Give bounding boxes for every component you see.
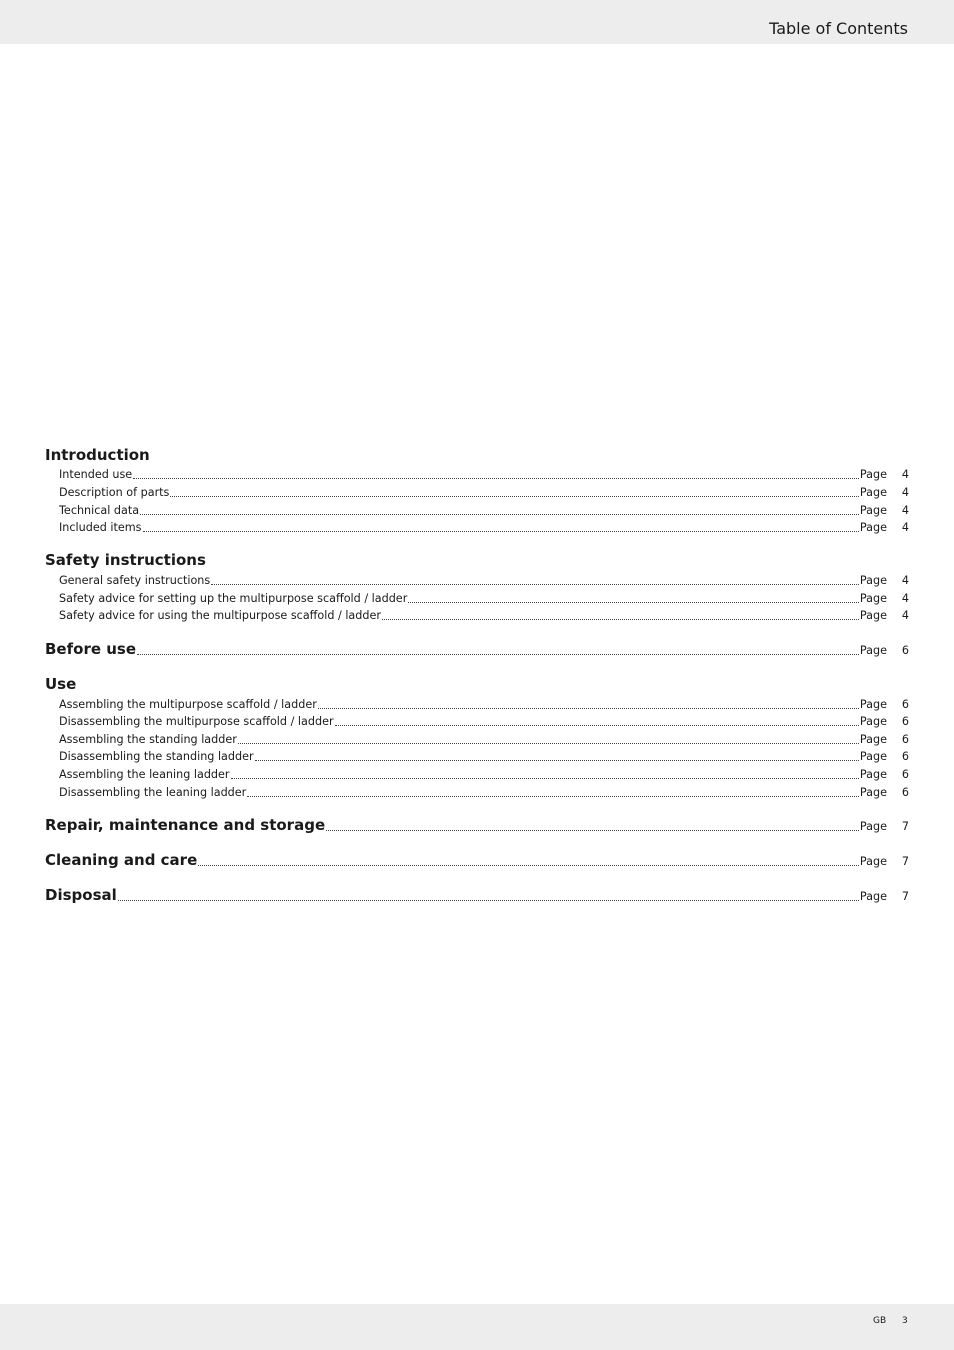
dot-leader bbox=[255, 760, 859, 761]
toc-entry-disposal[interactable] bbox=[45, 886, 909, 904]
entry-label: Included items bbox=[59, 521, 142, 534]
page-number: 4 bbox=[901, 486, 909, 499]
dot-leader bbox=[231, 778, 859, 779]
page-number: 7 bbox=[901, 890, 909, 903]
toc-entry-safety-setting-up[interactable] bbox=[45, 590, 909, 606]
page-label: Page bbox=[859, 820, 887, 833]
dot-leader bbox=[137, 654, 859, 655]
page-label: Page bbox=[859, 592, 887, 605]
toc-entry-disassembling-standing[interactable] bbox=[45, 748, 909, 764]
dot-leader bbox=[326, 830, 859, 831]
page-label: Page bbox=[859, 698, 887, 711]
page-number: 6 bbox=[901, 786, 909, 799]
page-label: Page bbox=[859, 768, 887, 781]
toc-entry-cleaning-and-care[interactable] bbox=[45, 851, 909, 869]
page-number: 6 bbox=[901, 733, 909, 746]
page-label: Page bbox=[859, 890, 887, 903]
page-number: 4 bbox=[901, 468, 909, 481]
entry-label: Cleaning and care bbox=[45, 851, 198, 869]
dot-leader bbox=[382, 619, 859, 620]
toc-entry-general-safety[interactable] bbox=[45, 572, 909, 588]
entry-label: Assembling the leaning ladder bbox=[59, 768, 230, 781]
page-number: 4 bbox=[901, 574, 909, 587]
entry-label: Disassembling the leaning ladder bbox=[59, 786, 247, 799]
page-number: 6 bbox=[901, 768, 909, 781]
entry-label: Disassembling the standing ladder bbox=[59, 750, 254, 763]
entry-label: General safety instructions bbox=[59, 574, 211, 587]
section-title-use: Use bbox=[45, 675, 77, 693]
dot-leader bbox=[211, 584, 859, 585]
toc-entry-assembling-scaffold[interactable] bbox=[45, 696, 909, 712]
dot-leader bbox=[143, 531, 859, 532]
page-number: 4 bbox=[901, 504, 909, 517]
page-title: Table of Contents bbox=[769, 19, 908, 38]
toc-entry-assembling-leaning[interactable] bbox=[45, 766, 909, 782]
toc-entry-repair-maintenance-storage[interactable] bbox=[45, 816, 909, 834]
toc-entry-before-use[interactable] bbox=[45, 640, 909, 658]
dot-leader bbox=[140, 514, 859, 515]
page-number: 4 bbox=[901, 592, 909, 605]
dot-leader bbox=[408, 602, 859, 603]
footer-language: GB bbox=[873, 1316, 887, 1326]
section-title-introduction: Introduction bbox=[45, 446, 150, 464]
entry-label: Safety advice for setting up the multipurpose scaffold / ladder bbox=[59, 592, 408, 605]
page-label: Page bbox=[859, 733, 887, 746]
page-number: 6 bbox=[901, 698, 909, 711]
entry-label: Description of parts bbox=[59, 486, 170, 499]
entry-label: Repair, maintenance and storage bbox=[45, 816, 326, 834]
page-number: 6 bbox=[901, 644, 909, 657]
dot-leader bbox=[318, 708, 859, 709]
page-label: Page bbox=[859, 574, 887, 587]
dot-leader bbox=[133, 478, 859, 479]
page-number: 7 bbox=[901, 855, 909, 868]
page-number: 7 bbox=[901, 820, 909, 833]
page-label: Page bbox=[859, 504, 887, 517]
page-label: Page bbox=[859, 715, 887, 728]
page-label: Page bbox=[859, 644, 887, 657]
dot-leader bbox=[170, 496, 859, 497]
entry-label: Technical data bbox=[59, 504, 140, 517]
page-number: 4 bbox=[901, 609, 909, 622]
footer-band bbox=[0, 1304, 954, 1350]
dot-leader bbox=[335, 725, 859, 726]
dot-leader bbox=[247, 796, 859, 797]
page-label: Page bbox=[859, 468, 887, 481]
toc-entry-technical-data[interactable] bbox=[45, 502, 909, 518]
entry-label: Assembling the standing ladder bbox=[59, 733, 237, 746]
entry-label: Intended use bbox=[59, 468, 133, 481]
page-label: Page bbox=[859, 855, 887, 868]
toc-entry-description-of-parts[interactable] bbox=[45, 484, 909, 500]
dot-leader bbox=[198, 865, 859, 866]
page-label: Page bbox=[859, 786, 887, 799]
section-title-safety-instructions: Safety instructions bbox=[45, 551, 206, 569]
toc-entry-disassembling-scaffold[interactable] bbox=[45, 713, 909, 729]
dot-leader bbox=[118, 900, 859, 901]
toc-entry-safety-using[interactable] bbox=[45, 607, 909, 623]
toc-entry-disassembling-leaning[interactable] bbox=[45, 784, 909, 800]
dot-leader bbox=[238, 743, 859, 744]
entry-label: Before use bbox=[45, 640, 137, 658]
toc-entry-included-items[interactable] bbox=[45, 519, 909, 535]
entry-label: Disposal bbox=[45, 886, 117, 904]
entry-label: Disassembling the multipurpose scaffold / ladder bbox=[59, 715, 334, 728]
footer-page-number: 3 bbox=[902, 1316, 908, 1326]
page-label: Page bbox=[859, 750, 887, 763]
entry-label: Safety advice for using the multipurpose scaffold / ladder bbox=[59, 609, 381, 622]
page-label: Page bbox=[859, 609, 887, 622]
page-label: Page bbox=[859, 486, 887, 499]
page-number: 4 bbox=[901, 521, 909, 534]
page-number: 6 bbox=[901, 715, 909, 728]
page-label: Page bbox=[859, 521, 887, 534]
toc-entry-assembling-standing[interactable] bbox=[45, 731, 909, 747]
page-number: 6 bbox=[901, 750, 909, 763]
toc-entry-intended-use[interactable] bbox=[45, 466, 909, 482]
entry-label: Assembling the multipurpose scaffold / ladder bbox=[59, 698, 317, 711]
